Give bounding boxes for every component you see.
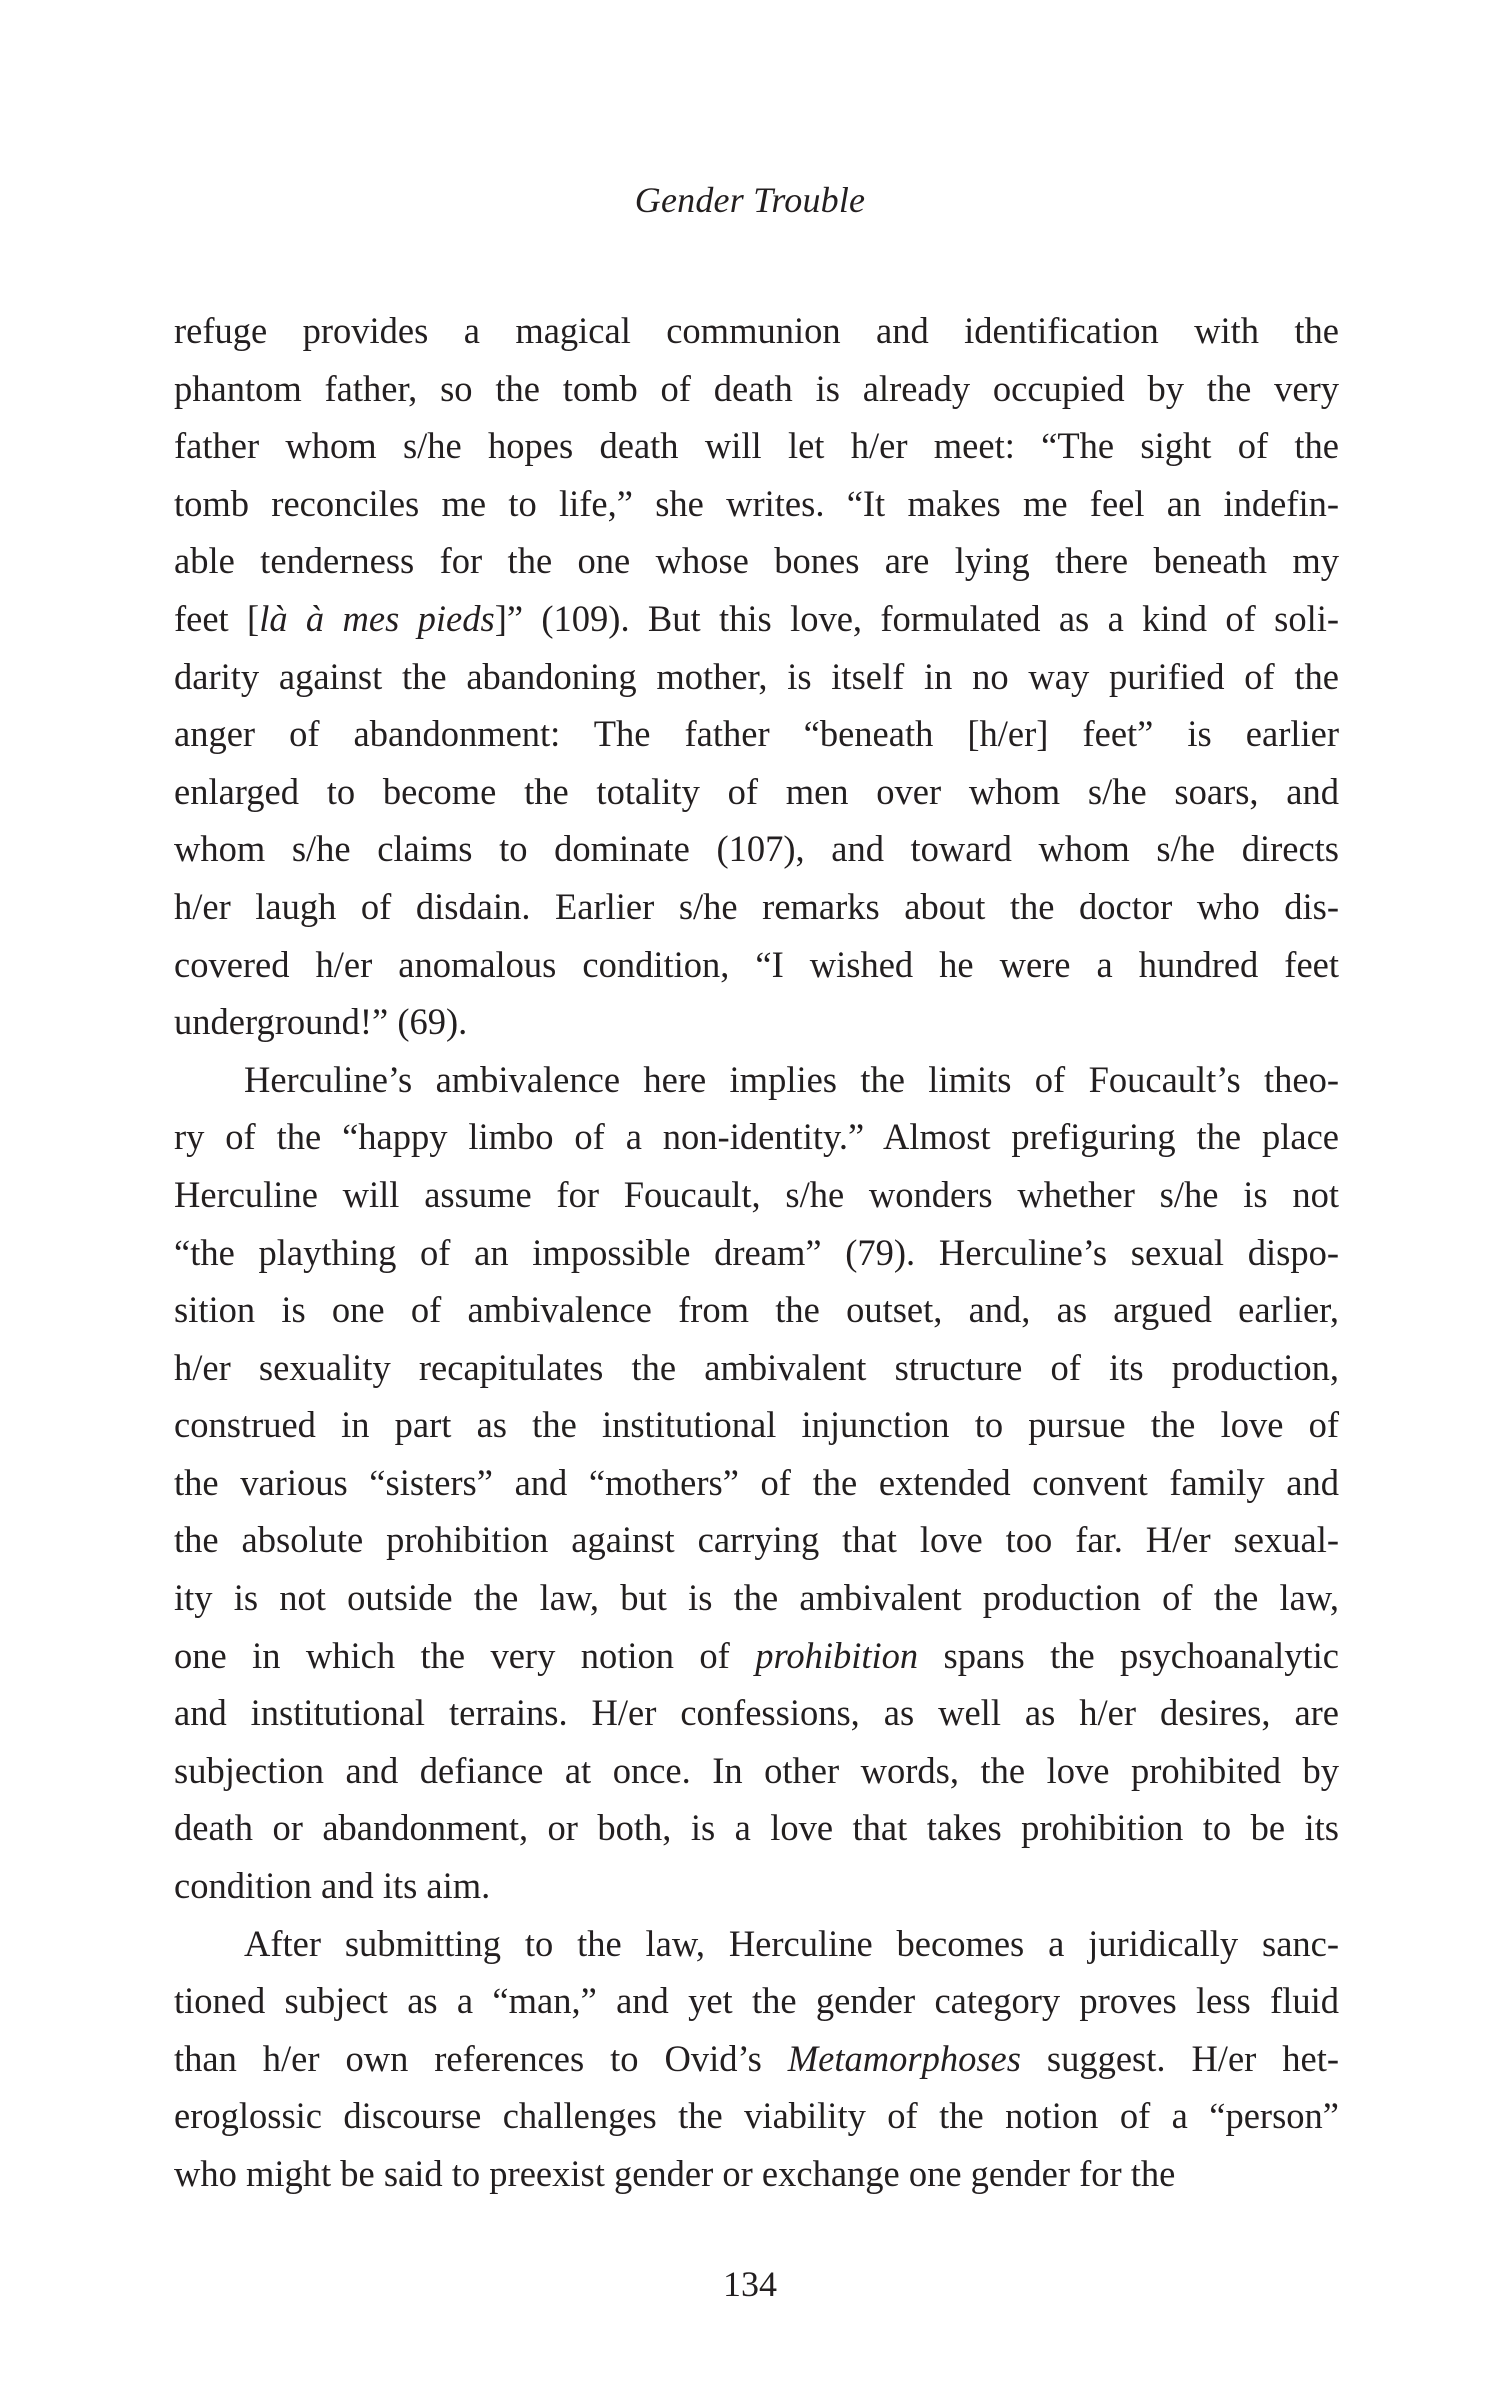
text-line <box>174 1166 1339 1224</box>
text-line <box>174 1857 1339 1915</box>
text-line <box>174 1396 1339 1454</box>
text-segment: Herculine will assume for Foucault, s/he wonders whether s/he is not <box>174 1173 1339 1215</box>
text-segment: Herculine’s ambivalence here implies the limits of Foucault’s theo- <box>244 1058 1339 1100</box>
text-segment: eroglossic discourse challenges the viability of the notion of a “person” <box>174 2095 1339 2137</box>
text-segment: condition and its aim. <box>174 1865 491 1907</box>
text-segment: phantom father, so the tomb of death is already occupied by the very <box>174 367 1339 409</box>
text-line <box>174 2030 1339 2088</box>
text-line <box>174 1224 1339 1282</box>
page-number: 134 <box>723 2264 777 2304</box>
text-segment: who might be said to preexist gender or exchange one gender for the <box>174 2153 1176 2194</box>
text-segment: h/er sexuality recapitulates the ambivalent structure of its production, <box>174 1346 1339 1388</box>
text-line <box>174 705 1339 763</box>
text-line <box>174 1569 1339 1627</box>
text-line <box>174 590 1339 648</box>
text-line <box>174 993 1339 1051</box>
text-line <box>174 820 1339 878</box>
text-line <box>174 878 1339 936</box>
text-segment: covered h/er anomalous condition, “I wished he were a hundred feet <box>174 943 1339 985</box>
text-segment: than h/er own references to Ovid’s <box>174 2037 788 2079</box>
text-segment: “the plaything of an impossible dream” (79). Herculine’s sexual dispo- <box>174 1231 1339 1273</box>
text-line <box>174 648 1339 706</box>
text-line <box>174 532 1339 590</box>
text-segment: able tenderness for the one whose bones are lying there beneath my <box>174 540 1339 582</box>
italic-text: prohibition <box>755 1634 919 1676</box>
italic-text: Metamorphoses <box>787 2037 1021 2079</box>
text-segment: father whom s/he hopes death will let h/er meet: “The sight of the <box>174 425 1339 467</box>
text-segment: and institutional terrains. H/er confessions, as well as h/er desires, are <box>174 1692 1339 1734</box>
italic-text: là à mes pieds <box>259 597 495 639</box>
text-segment: one in which the very notion of <box>174 1634 756 1676</box>
text-segment: spans the psychoanalytic <box>918 1634 1339 1676</box>
text-line <box>174 1627 1339 1685</box>
text-segment: death or abandonment, or both, is a love that takes prohibition to be its <box>174 1807 1339 1849</box>
text-segment: suggest. H/er het- <box>1020 2037 1339 2079</box>
text-segment: ity is not outside the law, but is the ambivalent production of the law, <box>174 1577 1339 1619</box>
text-line <box>174 1972 1339 2030</box>
text-segment: h/er laugh of disdain. Earlier s/he remarks about the doctor who dis- <box>174 885 1339 927</box>
text-segment: enlarged to become the totality of men over whom s/he soars, and <box>174 770 1339 812</box>
text-line <box>174 936 1339 994</box>
text-line <box>174 1339 1339 1397</box>
text-line <box>174 1915 1339 1973</box>
paragraph <box>174 1051 1339 1915</box>
text-segment: refuge provides a magical communion and identification with the <box>174 310 1339 351</box>
text-segment: whom s/he claims to dominate (107), and toward whom s/he directs <box>174 828 1339 870</box>
text-segment: the various “sisters” and “mothers” of the extended convent family and <box>174 1461 1339 1503</box>
text-line <box>174 1108 1339 1166</box>
text-line <box>174 302 1339 360</box>
text-line <box>174 475 1339 533</box>
text-segment: tomb reconciles me to life,” she writes. “It makes me feel an indefin- <box>174 482 1339 524</box>
text-segment: darity against the abandoning mother, is itself in no way purified of the <box>174 655 1339 697</box>
text-line <box>174 1051 1339 1109</box>
text-segment: After submitting to the law, Herculine becomes a juridically sanc- <box>244 1922 1339 1964</box>
paragraph <box>174 302 1339 1051</box>
text-segment: ry of the “happy limbo of a non-identity.” Almost prefiguring the place <box>174 1116 1339 1158</box>
paragraph <box>174 1915 1339 2203</box>
body-text <box>174 302 1339 2203</box>
text-segment: construed in part as the institutional injunction to pursue the love of <box>174 1404 1339 1446</box>
text-segment: tioned subject as a “man,” and yet the gender category proves less fluid <box>174 1980 1339 2022</box>
text-segment: underground!” (69). <box>174 1001 468 1043</box>
text-line <box>174 1742 1339 1800</box>
text-segment: anger of abandonment: The father “beneath [h/er] feet” is earlier <box>174 713 1339 755</box>
running-head: Gender Trouble <box>634 180 866 220</box>
text-line <box>174 2087 1339 2145</box>
text-segment: sition is one of ambivalence from the outset, and, as argued earlier, <box>174 1289 1339 1331</box>
text-line <box>174 360 1339 418</box>
text-segment: subjection and defiance at once. In other words, the love prohibited by <box>174 1749 1339 1791</box>
text-line <box>174 1454 1339 1512</box>
text-line <box>174 2145 1339 2203</box>
text-line <box>174 763 1339 821</box>
text-line <box>174 1281 1339 1339</box>
text-segment: the absolute prohibition against carrying that love too far. H/er sexual- <box>174 1519 1339 1561</box>
text-line <box>174 1799 1339 1857</box>
text-line <box>174 1511 1339 1569</box>
text-line <box>174 417 1339 475</box>
text-segment: feet [ <box>174 597 260 639</box>
text-line <box>174 1684 1339 1742</box>
text-segment: ]” (109). But this love, formulated as a kind of soli- <box>494 597 1340 639</box>
